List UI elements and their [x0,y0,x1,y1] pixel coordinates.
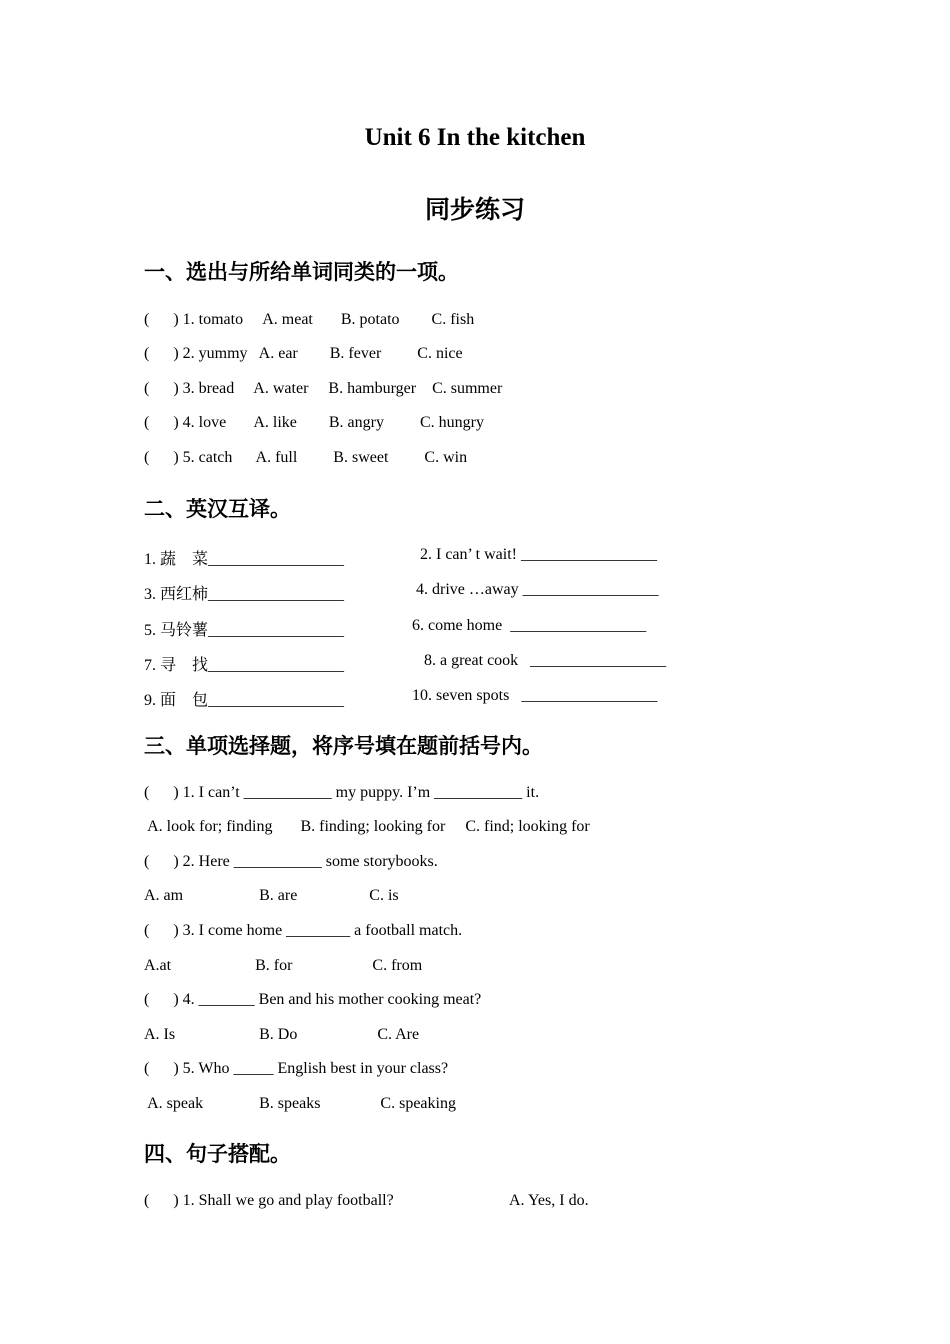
s1-question-5: ( ) 5. catch A. full B. sweet C. win [144,449,468,466]
s1-question-2: ( ) 2. yummy A. ear B. fever C. nice [144,345,463,362]
section3-heading: 三、单项选择题，将序号填在题前括号内。 [144,734,543,758]
s2-item-5: 5. 马铃薯_________________ [144,622,345,639]
section4-heading: 四、句子搭配。 [144,1142,291,1166]
s3-question-1: ( ) 1. I can’t ___________ my puppy. I’m ___________ it. [144,784,540,801]
page-subtitle: 同步练习 [424,197,525,224]
s2-item-4: 4. drive …away _________________ [416,581,659,598]
s1-question-1: ( ) 1. tomato A. meat B. potato C. fish [144,311,475,328]
s2-item-1: 1. 蔬 菜_________________ [144,551,345,568]
s2-item-2: 2. I can’ t wait! _________________ [420,546,657,563]
s2-item-10: 10. seven spots _________________ [412,687,658,704]
s3-options-2: A. am B. are C. is [144,887,399,904]
s3-options-5: A. speak B. speaks C. speaking [144,1095,456,1112]
s2-item-7: 7. 寻 找_________________ [144,657,345,674]
s3-options-1: A. look for; finding B. finding; looking for C. find; looking for [144,818,590,835]
s3-question-3: ( ) 3. I come home ________ a football match. [144,922,463,939]
section1-heading: 一、选出与所给单词同类的一项。 [144,260,459,284]
s3-options-4: A. Is B. Do C. Are [144,1026,420,1043]
s2-item-3: 3. 西红柿_________________ [144,586,345,603]
s3-options-3: A.at B. for C. from [144,957,423,974]
section2-heading: 二、英汉互译。 [144,497,291,521]
s2-item-9: 9. 面 包_________________ [144,692,345,709]
s1-question-3: ( ) 3. bread A. water B. hamburger C. summer [144,380,503,397]
s3-question-2: ( ) 2. Here ___________ some storybooks. [144,853,438,870]
s1-question-4: ( ) 4. love A. like B. angry C. hungry [144,414,484,431]
s3-question-4: ( ) 4. _______ Ben and his mother cooking meat? [144,991,482,1008]
s2-item-8: 8. a great cook _________________ [424,652,667,669]
s3-question-5: ( ) 5. Who _____ English best in your class? [144,1060,449,1077]
s2-item-6: 6. come home _________________ [412,617,647,634]
page-title: Unit 6 In the kitchen [364,124,586,151]
s4-answer-a: A. Yes, I do. [509,1192,589,1209]
s4-question-1: ( ) 1. Shall we go and play football? [144,1192,394,1209]
